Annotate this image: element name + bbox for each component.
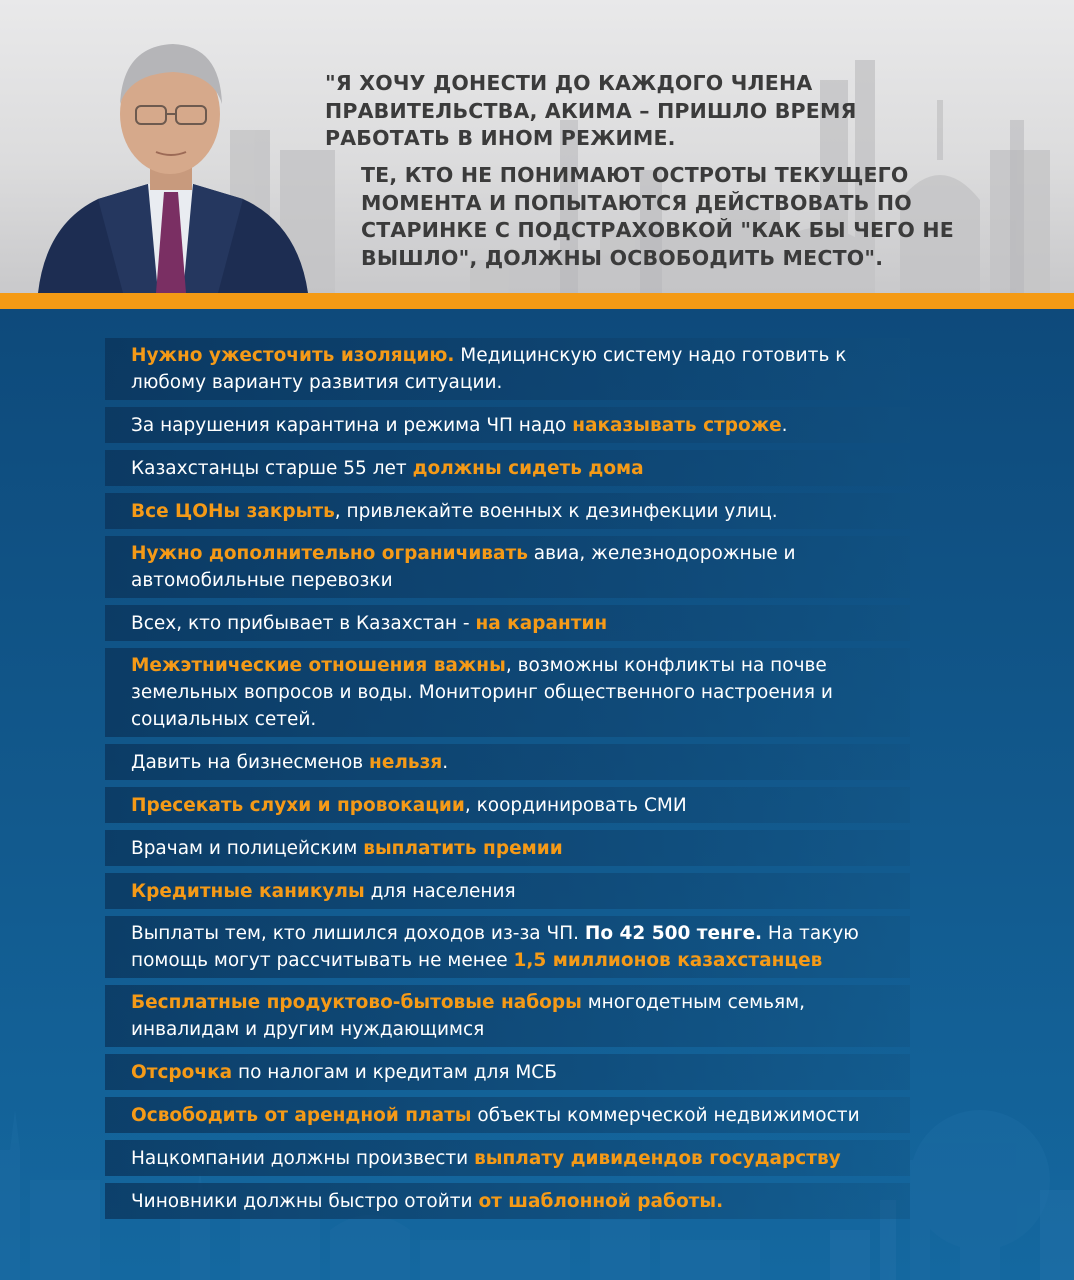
- list-item: [105, 873, 910, 909]
- item-highlight: должны сидеть дома: [412, 457, 644, 479]
- list-item: [105, 1140, 910, 1176]
- item-text: , координировать СМИ: [464, 794, 687, 816]
- item-highlight: Все ЦОНы закрыть: [131, 500, 335, 522]
- quote-text-2: ТЕ, КТО НЕ ПОНИМАЮТ ОСТРОТЫ ТЕКУЩЕГО МОМЕНТА И ПОПЫТАЮТСЯ ДЕЙСТВОВАТЬ ПО СТАРИНКЕ С ПОДСТРАХОВКОЙ "КАК БЫ ЧЕГО НЕ ВЫШЛО", ДОЛЖНЫ ОСВОБОДИТЬ МЕСТО".: [361, 163, 954, 270]
- item-text: , привлекайте военных к дезинфекции улиц.: [334, 500, 778, 522]
- item-highlight: Межэтнические отношения важны: [131, 655, 506, 676]
- item-highlight: выплатить премии: [363, 837, 563, 859]
- item-text: Давить на бизнесменов: [131, 751, 370, 773]
- item-highlight: Нужно ужесточить изоляцию.: [131, 345, 455, 366]
- item-highlight: 1,5 миллионов казахстанцев: [513, 950, 823, 971]
- item-highlight: Бесплатные продуктово-бытовые наборы: [131, 992, 582, 1013]
- list-item: [105, 830, 910, 866]
- item-text: Чиновники должны быстро отойти: [131, 1190, 479, 1212]
- item-text: по налогам и кредитам для МСБ: [232, 1061, 557, 1083]
- list-item: [105, 1097, 910, 1133]
- item-highlight: Освободить от арендной платы: [131, 1104, 472, 1126]
- item-text: Врачам и полицейским: [131, 837, 364, 859]
- list-item: [105, 536, 910, 598]
- quote-text-1: "Я ХОЧУ ДОНЕСТИ ДО КАЖДОГО ЧЛЕНА ПРАВИТЕЛЬСТВА, АКИМА – ПРИШЛО ВРЕМЯ РАБОТАТЬ В ИНОМ РЕЖИМЕ.: [325, 71, 857, 150]
- item-text: .: [781, 414, 788, 436]
- portrait-icon: [28, 34, 310, 293]
- item-text: для населения: [364, 880, 516, 902]
- item-highlight: наказывать строже: [572, 414, 782, 436]
- item-text: объекты коммерческой недвижимости: [471, 1104, 860, 1126]
- list-item: [105, 450, 910, 486]
- item-highlight: Кредитные каникулы: [131, 880, 365, 902]
- item-text: , возможны конфликты на почве земельных вопросов и воды. Мониторинг общественного настроения и социальных сетей.: [131, 655, 833, 730]
- item-text: многодетным семьям, инвалидам и другим нуждающимся: [131, 992, 805, 1040]
- item-highlight: на карантин: [475, 612, 608, 634]
- item-text: .: [442, 751, 449, 773]
- item-highlight: нельзя: [369, 751, 443, 773]
- item-text: Нацкомпании должны произвести: [131, 1147, 475, 1169]
- list-item: [105, 985, 910, 1047]
- item-text: авиа, железнодорожные и автомобильные перевозки: [131, 543, 796, 591]
- item-text: За нарушения карантина и режима ЧП надо: [131, 414, 573, 436]
- list-item: [105, 1183, 910, 1219]
- quote-header: [0, 0, 1074, 293]
- item-highlight: Нужно дополнительно ограничивать: [131, 543, 528, 564]
- item-highlight: Отсрочка: [131, 1061, 233, 1083]
- list-item: [105, 338, 910, 400]
- list-item: [105, 648, 910, 737]
- item-text: Выплаты тем, кто лишился доходов из-за ЧП.: [131, 923, 585, 944]
- list-item: [105, 916, 910, 978]
- list-item: [105, 605, 910, 641]
- list-item: [105, 787, 910, 823]
- measures-panel: [0, 309, 1074, 1280]
- list-item: [105, 1054, 910, 1090]
- item-text: Всех, кто прибывает в Казахстан -: [131, 612, 476, 634]
- list-item: [105, 744, 910, 780]
- item-text: На такую помощь могут рассчитывать не менее: [131, 923, 859, 971]
- item-highlight: от шаблонной работы.: [478, 1190, 724, 1212]
- item-bold: По 42 500 тенге.: [584, 923, 763, 944]
- list-item: [105, 493, 910, 529]
- item-highlight: Пресекать слухи и провокации: [131, 794, 465, 816]
- list-item: [105, 407, 910, 443]
- orange-divider: [0, 293, 1074, 309]
- item-text: Медицинскую систему надо готовить к любому варианту развития ситуации.: [131, 345, 847, 393]
- measures-list: [0, 309, 1074, 1280]
- item-text: Казахстанцы старше 55 лет: [131, 457, 413, 479]
- item-highlight: выплату дивидендов государству: [474, 1147, 841, 1169]
